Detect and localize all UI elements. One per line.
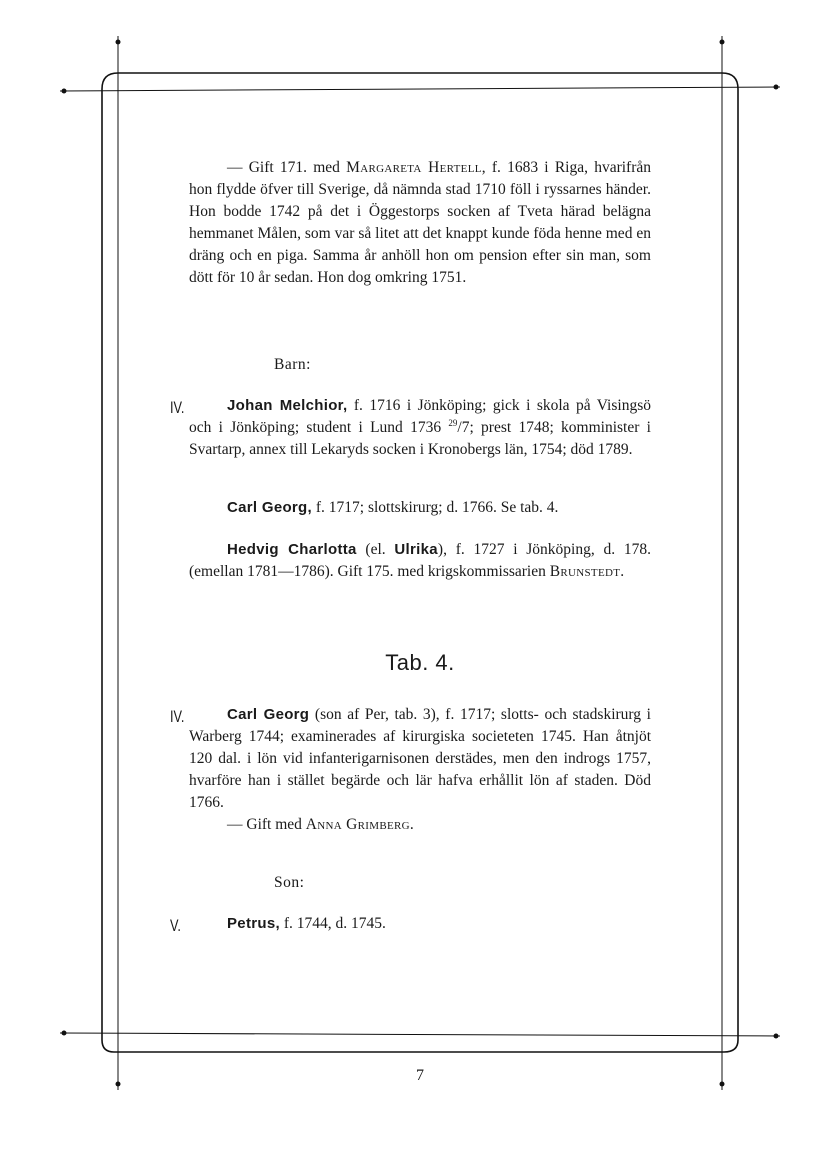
child-text: (el.: [356, 541, 395, 558]
generation-marker: V.: [170, 916, 181, 935]
main-entry-carl-georg: [189, 704, 651, 836]
table-heading: Tab. 4.: [385, 650, 455, 675]
child-text: f. 1717; slottskirurg; d. 1766. Se tab. 4.: [312, 499, 559, 516]
child-entry-carl: [189, 497, 651, 519]
ornament-top-left: [116, 40, 121, 45]
child-alt-name: Ulrika: [394, 541, 438, 558]
child-name: Carl Georg,: [227, 499, 312, 516]
child-entry-hedvig: [189, 539, 651, 583]
child-text-cont: ), f. 1727 i Jönköping, d. 178. (emellan 1781—1786). Gift 175. med krigskommissarien: [189, 541, 651, 580]
child-name: Johan Melchior,: [227, 397, 348, 414]
wife-paragraph-text: , f. 1683 i Riga, hvarifrån hon flydde öfver till Sverige, då nämnda stad 1710 föll i ryssarnes händer. Hon bodde 1742 på det i Öggestorps socken af Tveta härad belägna hemmanet Målen, som var så litet att det knappt kunde föda henne med en dräng och en piga. Samma år anhöll hon om pension efter sin man, som dött för 10 år sedan. Hon dog omkring 1751.: [189, 159, 651, 286]
main-entry-text: (son af Per, tab. 3), f. 1717; slotts- och stadskirurg i Warberg 1744; examinerades af kirurgiska societeten 1745. Han åtnjöt 120 dal. i lön vid infanterigarnisonen derstädes, men den indrogs 1757, hvarföre han i stället begärde och lär hafva erhållit lön af staden. Död 1766.: [189, 706, 651, 811]
gift-prefix: — Gift med: [227, 816, 302, 833]
ornament-top-right: [720, 40, 725, 45]
ornament-right-bottom: [774, 1034, 779, 1039]
son-entry-petrus: [189, 913, 651, 935]
ornament-right-top: [774, 85, 779, 90]
wife-name: Margareta Hertell: [346, 159, 482, 176]
son-text: f. 1744, d. 1745.: [279, 915, 386, 932]
generation-marker: IV.: [170, 398, 185, 417]
son-label: Son:: [274, 874, 305, 891]
wife-name: Anna Grimberg.: [305, 816, 415, 833]
child-name: Hedvig Charlotta: [227, 541, 357, 558]
children-label: Barn:: [274, 356, 311, 373]
child-text-cont: /7; prest 1748; komminister i Svartarp, annex till Lekaryds socken i Kronobergs län, 1754; död 1789.: [189, 419, 651, 458]
date-superscript: 29: [448, 417, 458, 428]
wife-paragraph: [189, 157, 651, 289]
child-entry-johan: [189, 395, 651, 461]
page-number: 7: [416, 1067, 424, 1084]
son-name: Petrus,: [227, 915, 280, 932]
generation-marker: IV.: [170, 707, 185, 726]
ornament-left-bottom: [62, 1031, 67, 1036]
main-entry-name: Carl Georg: [227, 706, 310, 723]
child-text: f. 1716 i Jönköping; gick i skola på Visingsö och i Jönköping; student i Lund 1736: [189, 397, 651, 436]
ornament-left-top: [62, 89, 67, 94]
spouse-name: Brunstedt.: [549, 563, 625, 580]
gift-prefix: — Gift 171. med: [227, 159, 340, 176]
